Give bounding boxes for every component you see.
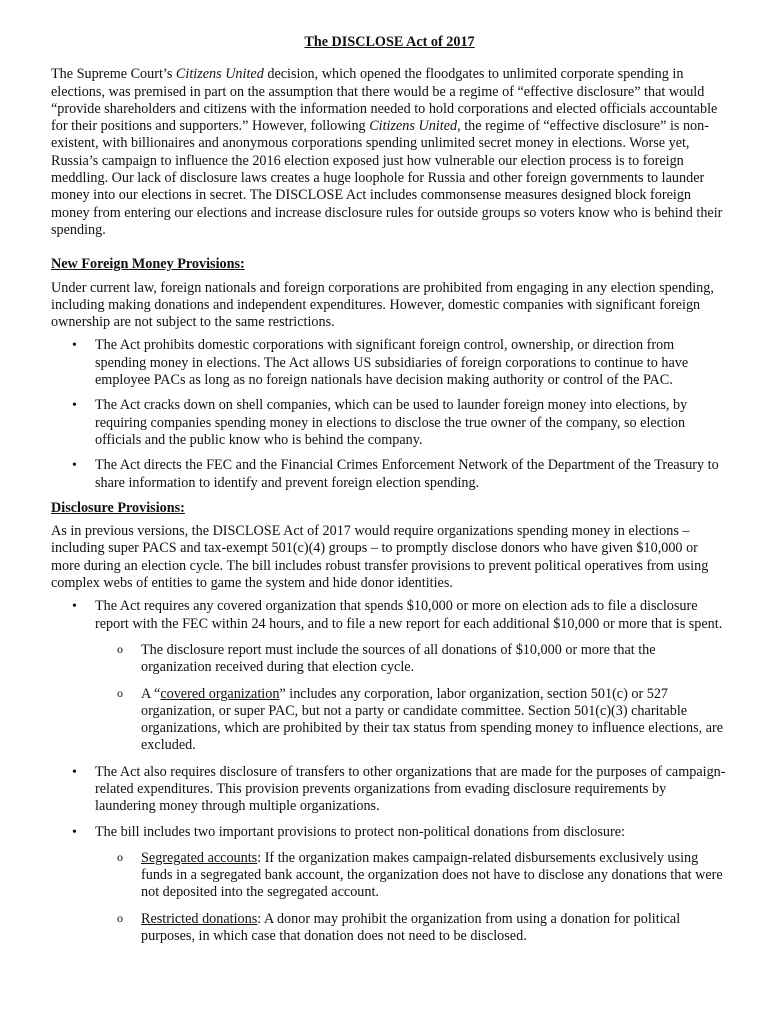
disclosure-bullet-list <box>51 598 728 945</box>
disclosure-sub-list <box>95 642 728 755</box>
intro-text-2: decision, which opened the floodgates to unlimited corporate spending in elections, was premised in part on the assumption that there would be a regime of “effective disclosure” that would “provide shareholders and citizens with the information needed to hold corporations and elected officials accountable for their positions and supporters.” However, following <box>51 66 718 135</box>
intro-text-3: , the regime of “effective disclosure” is non-existent, with billionaires and anonymous corporations spending unlimited secret money in elections. Worse yet, Russia’s campaign to influence the 2016 election exposed just how vulnerable our election process is to foreign meddling. Our lack of disclosure laws creates a huge loophole for Russia and other foreign governments to launder money into our elections in secret. The DISCLOSE Act includes commonsense measures designed block foreign money from entering our elections and increase disclosure rules for outside groups so voters know who is behind their spending. <box>51 118 723 238</box>
disclosure-bullet <box>51 598 728 754</box>
definition-text: : If the organization makes campaign-related disbursements exclusively using funds in a segregated bank account, the organization does not have to disclose any donations that were not deposited into the segregated account. <box>141 849 723 901</box>
disclosure-bullet <box>51 824 728 946</box>
intro-paragraph <box>51 66 728 239</box>
foreign-section-heading <box>51 256 728 273</box>
disclosure-bullet-text: The bill includes two important provisions to protect non-political donations from disclosure: <box>95 823 625 840</box>
disclosure-sub-list <box>95 850 728 945</box>
disclosure-sub-bullet: o The disclosure report must include the sources of all donations of $10,000 or more that the organization received during that election cycle. <box>95 642 728 677</box>
definition-text: : A donor may prohibit the organization from using a donation for political purposes, in which case that donation does not need to be disclosed. <box>141 910 681 945</box>
foreign-bullet: • The Act directs the FEC and the Financial Crimes Enforcement Network of the Department of the Treasury to share information to identify and prevent foreign election spending. <box>51 457 728 492</box>
defined-term: Segregated accounts <box>141 849 258 866</box>
defined-term: Restricted donations <box>141 910 258 927</box>
definition-text: ” includes any corporation, labor organization, section 501(c) or 527 organization, or super PAC, but not a party or candidate committee. Section 501(c)(3) charitable organizations, which are prohibited by their tax status from spending money to influence elections, are excluded. <box>141 685 724 754</box>
disclosure-bullet: • The Act also requires disclosure of transfers to other organizations that are made for the purposes of campaign-related expenditures. This provision prevents organizations from evading disclosure requirements by laundering money through multiple organizations. <box>51 764 728 816</box>
disclosure-sub-bullet <box>95 686 728 755</box>
quote-open: A “ <box>141 685 161 702</box>
disclosure-sub-bullet <box>95 850 728 902</box>
foreign-heading-text: New Foreign Money Provisions <box>51 256 241 273</box>
disclosure-heading-text: Disclosure Provisions <box>51 499 181 516</box>
foreign-bullet-list <box>51 337 728 491</box>
defined-term: covered organization <box>160 685 280 702</box>
foreign-intro: Under current law, foreign nationals and foreign corporations are prohibited from engaging in any election spending, including making donations and independent expenditures. However, domestic companies with significant foreign ownership are not subject to the same restrictions. <box>51 279 714 331</box>
heading-colon: : <box>180 499 185 516</box>
case-citation: Citizens United <box>369 118 458 135</box>
disclosure-sub-bullet <box>95 911 728 946</box>
foreign-bullet: • The Act prohibits domestic corporations with significant foreign control, ownership, or direction from spending money in elections. The Act allows US subsidiaries of foreign corporations to continue to have employee PACs as long as no foreign nationals have decision making authority or control of the PAC. <box>51 337 728 389</box>
intro-text-1: The Supreme Court’s <box>51 66 176 83</box>
document-title: The DISCLOSE Act of 2017 <box>304 34 475 50</box>
disclosure-intro: As in previous versions, the DISCLOSE Act of 2017 would require organizations spending money in elections – including super PACS and tax-exempt 501(c)(4) groups – to promptly disclose donors who have given $10,000 or more during an election cycle. The bill includes robust transfer provisions to prevent political operatives from using complex webs of entities to game the system and hide donor identities. <box>51 523 709 592</box>
disclosure-bullet-text: The Act requires any covered organization that spends $10,000 or more on election ads to file a disclosure report with the FEC within 24 hours, and to file a new report for each additional $10,000 or more that is spent. <box>95 598 723 632</box>
case-citation: Citizens United <box>175 66 264 83</box>
foreign-bullet: • The Act cracks down on shell companies, which can be used to launder foreign money into elections, by requiring companies spending money in elections to disclose the true owner of the company, so election officials and the public know who is behind the company. <box>51 397 728 449</box>
disclosure-section-heading <box>51 500 728 517</box>
heading-colon: : <box>240 256 245 273</box>
